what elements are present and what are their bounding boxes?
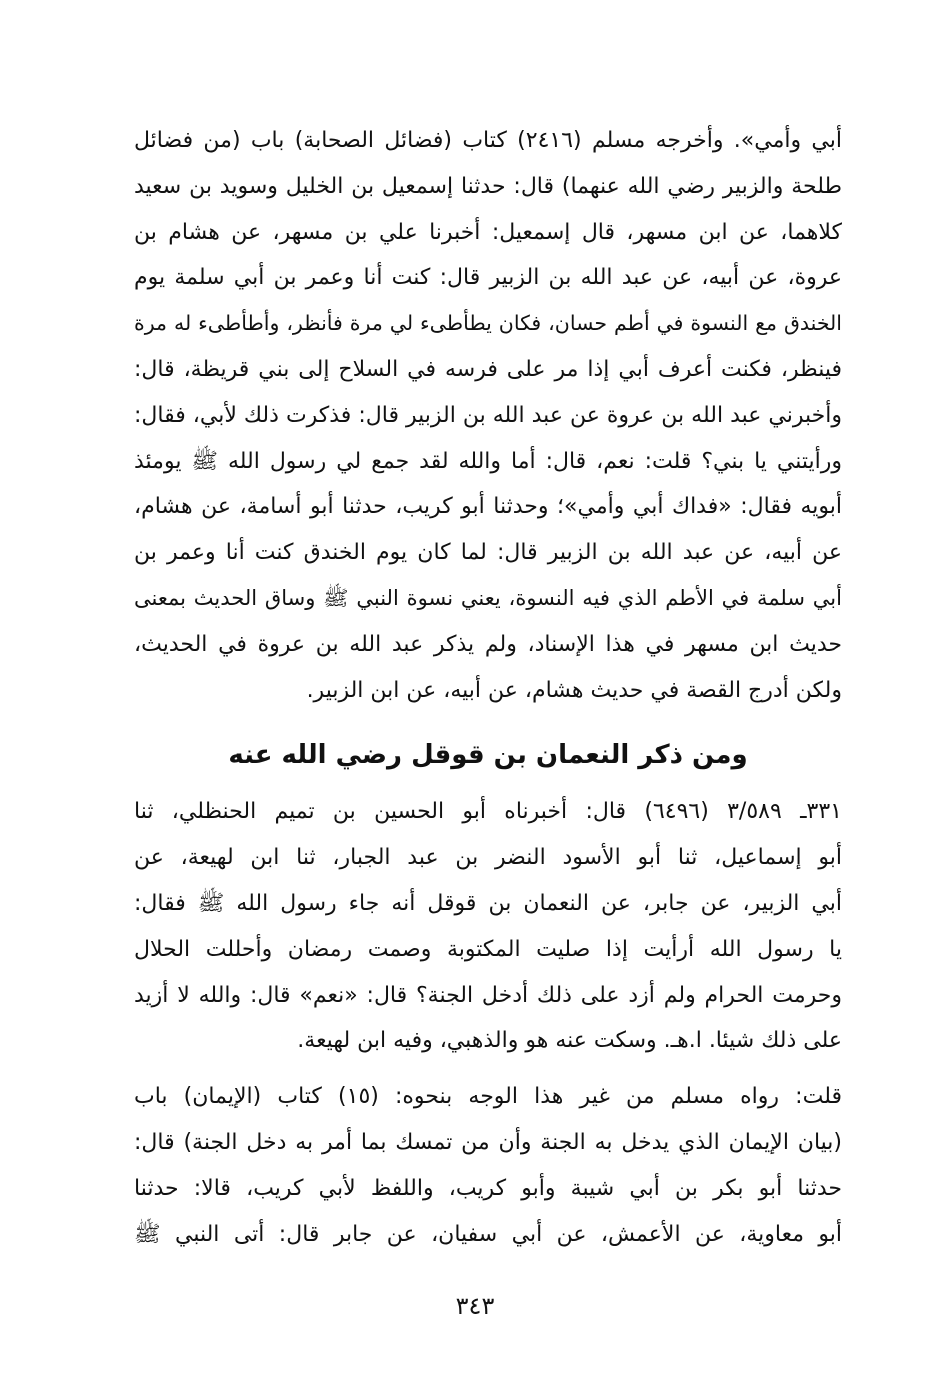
- section-heading: ومن ذكر النعمان بن قوقل رضي الله عنه: [228, 740, 748, 771]
- text-line: حديث ابن مسهر في هذا الإسناد، ولم يذكر عبد الله بن عروة في الحديث،: [134, 631, 842, 657]
- paragraph-1: [134, 118, 842, 713]
- text-line: أبو إسماعيل، ثنا أبو الأسود النضر بن عبد الجبار، ثنا ابن لهيعة، عن: [134, 845, 842, 871]
- text-line: فينظر، فكنت أعرف أبي إذا مر على فرسه في السلاح إلى بني قريظة، قال:: [134, 356, 842, 382]
- paragraph-3: [134, 1074, 842, 1257]
- paragraph-2: [134, 789, 842, 1064]
- text-line: على ذلك شيئا. ا.هـ. وسكت عنه هو والذهبي، وفيه ابن لهيعة.: [297, 1028, 842, 1054]
- text-line: أبي الزبير، عن جابر، عن النعمان بن قوقل أنه جاء رسول الله ﷺ فقال:: [134, 890, 842, 916]
- text-line: عن أبيه، عن عبد الله بن الزبير قال: لما كان يوم الخندق كنت أنا وعمر بن: [134, 540, 842, 566]
- text-line: عروة، عن أبيه، عن عبد الله بن الزبير قال: كنت أنا وعمر بن أبي سلمة يوم: [134, 265, 842, 291]
- text-line: أبي سلمة في الأطم الذي فيه النسوة، يعني نسوة النبي ﷺ وساق الحديث بمعنى: [134, 585, 842, 610]
- text-line: وأخبرني عبد الله بن عروة عن عبد الله بن الزبير قال: فذكرت ذلك لأبي، فقال:: [134, 402, 842, 428]
- text-line: كلاهما، عن ابن مسهر، قال إسمعيل: أخبرنا علي بن مسهر، عن هشام بن: [134, 219, 842, 245]
- text-line: الخندق مع النسوة في أطم حسان، فكان يطأطىء لي مرة فأنظر، وأطأطىء له مرة: [134, 311, 842, 336]
- text-line: ٣٣١ـ ٣/٥٨٩ (٦٤٩٦) قال: أخبرناه أبو الحسين بن تميم الحنظلي، ثنا: [134, 799, 842, 825]
- text-line: أبو معاوية، عن الأعمش، عن أبي سفيان، عن جابر قال: أتى النبي ﷺ: [134, 1221, 842, 1247]
- text-line: (بيان الإيمان الذي يدخل به الجنة وأن من تمسك بما أمر به دخل الجنة) قال:: [134, 1129, 842, 1155]
- page-body: [134, 118, 842, 1257]
- text-line: حدثنا أبو بكر بن أبي شيبة وأبو كريب، واللفظ لأبي كريب، قالا: حدثنا: [134, 1175, 842, 1201]
- text-line: قلت: رواه مسلم من غير هذا الوجه بنحوه: (١٥) كتاب (الإيمان) باب: [134, 1084, 842, 1110]
- text-line: أبي وأمي». وأخرجه مسلم (٢٤١٦) كتاب (فضائل الصحابة) باب (من فضائل: [134, 128, 842, 153]
- text-line: ورأيتني يا بني؟ قلت: نعم، قال: أما والله لقد جمع لي رسول الله ﷺ يومئذ: [134, 448, 842, 474]
- page-number: ٣٤٣: [455, 1292, 495, 1320]
- text-line: وحرمت الحرام ولم أزد على ذلك أدخل الجنة؟ قال: «نعم» قال: والله لا أزيد: [134, 982, 842, 1008]
- text-line: يا رسول الله أرأيت إذا صليت المكتوبة وصمت رمضان وأحللت الحلال: [134, 936, 842, 962]
- text-line: ولكن أدرج القصة في حديث هشام، عن أبيه، عن ابن الزبير.: [306, 677, 842, 703]
- text-line: أبويه فقال: «فداك أبي وأمي»؛ وحدثنا أبو كريب، حدثنا أبو أسامة، عن هشام،: [134, 494, 842, 520]
- text-line: طلحة والزبير رضي الله عنهما) قال: حدثنا إسمعيل بن الخليل وسويد بن سعيد: [134, 173, 842, 199]
